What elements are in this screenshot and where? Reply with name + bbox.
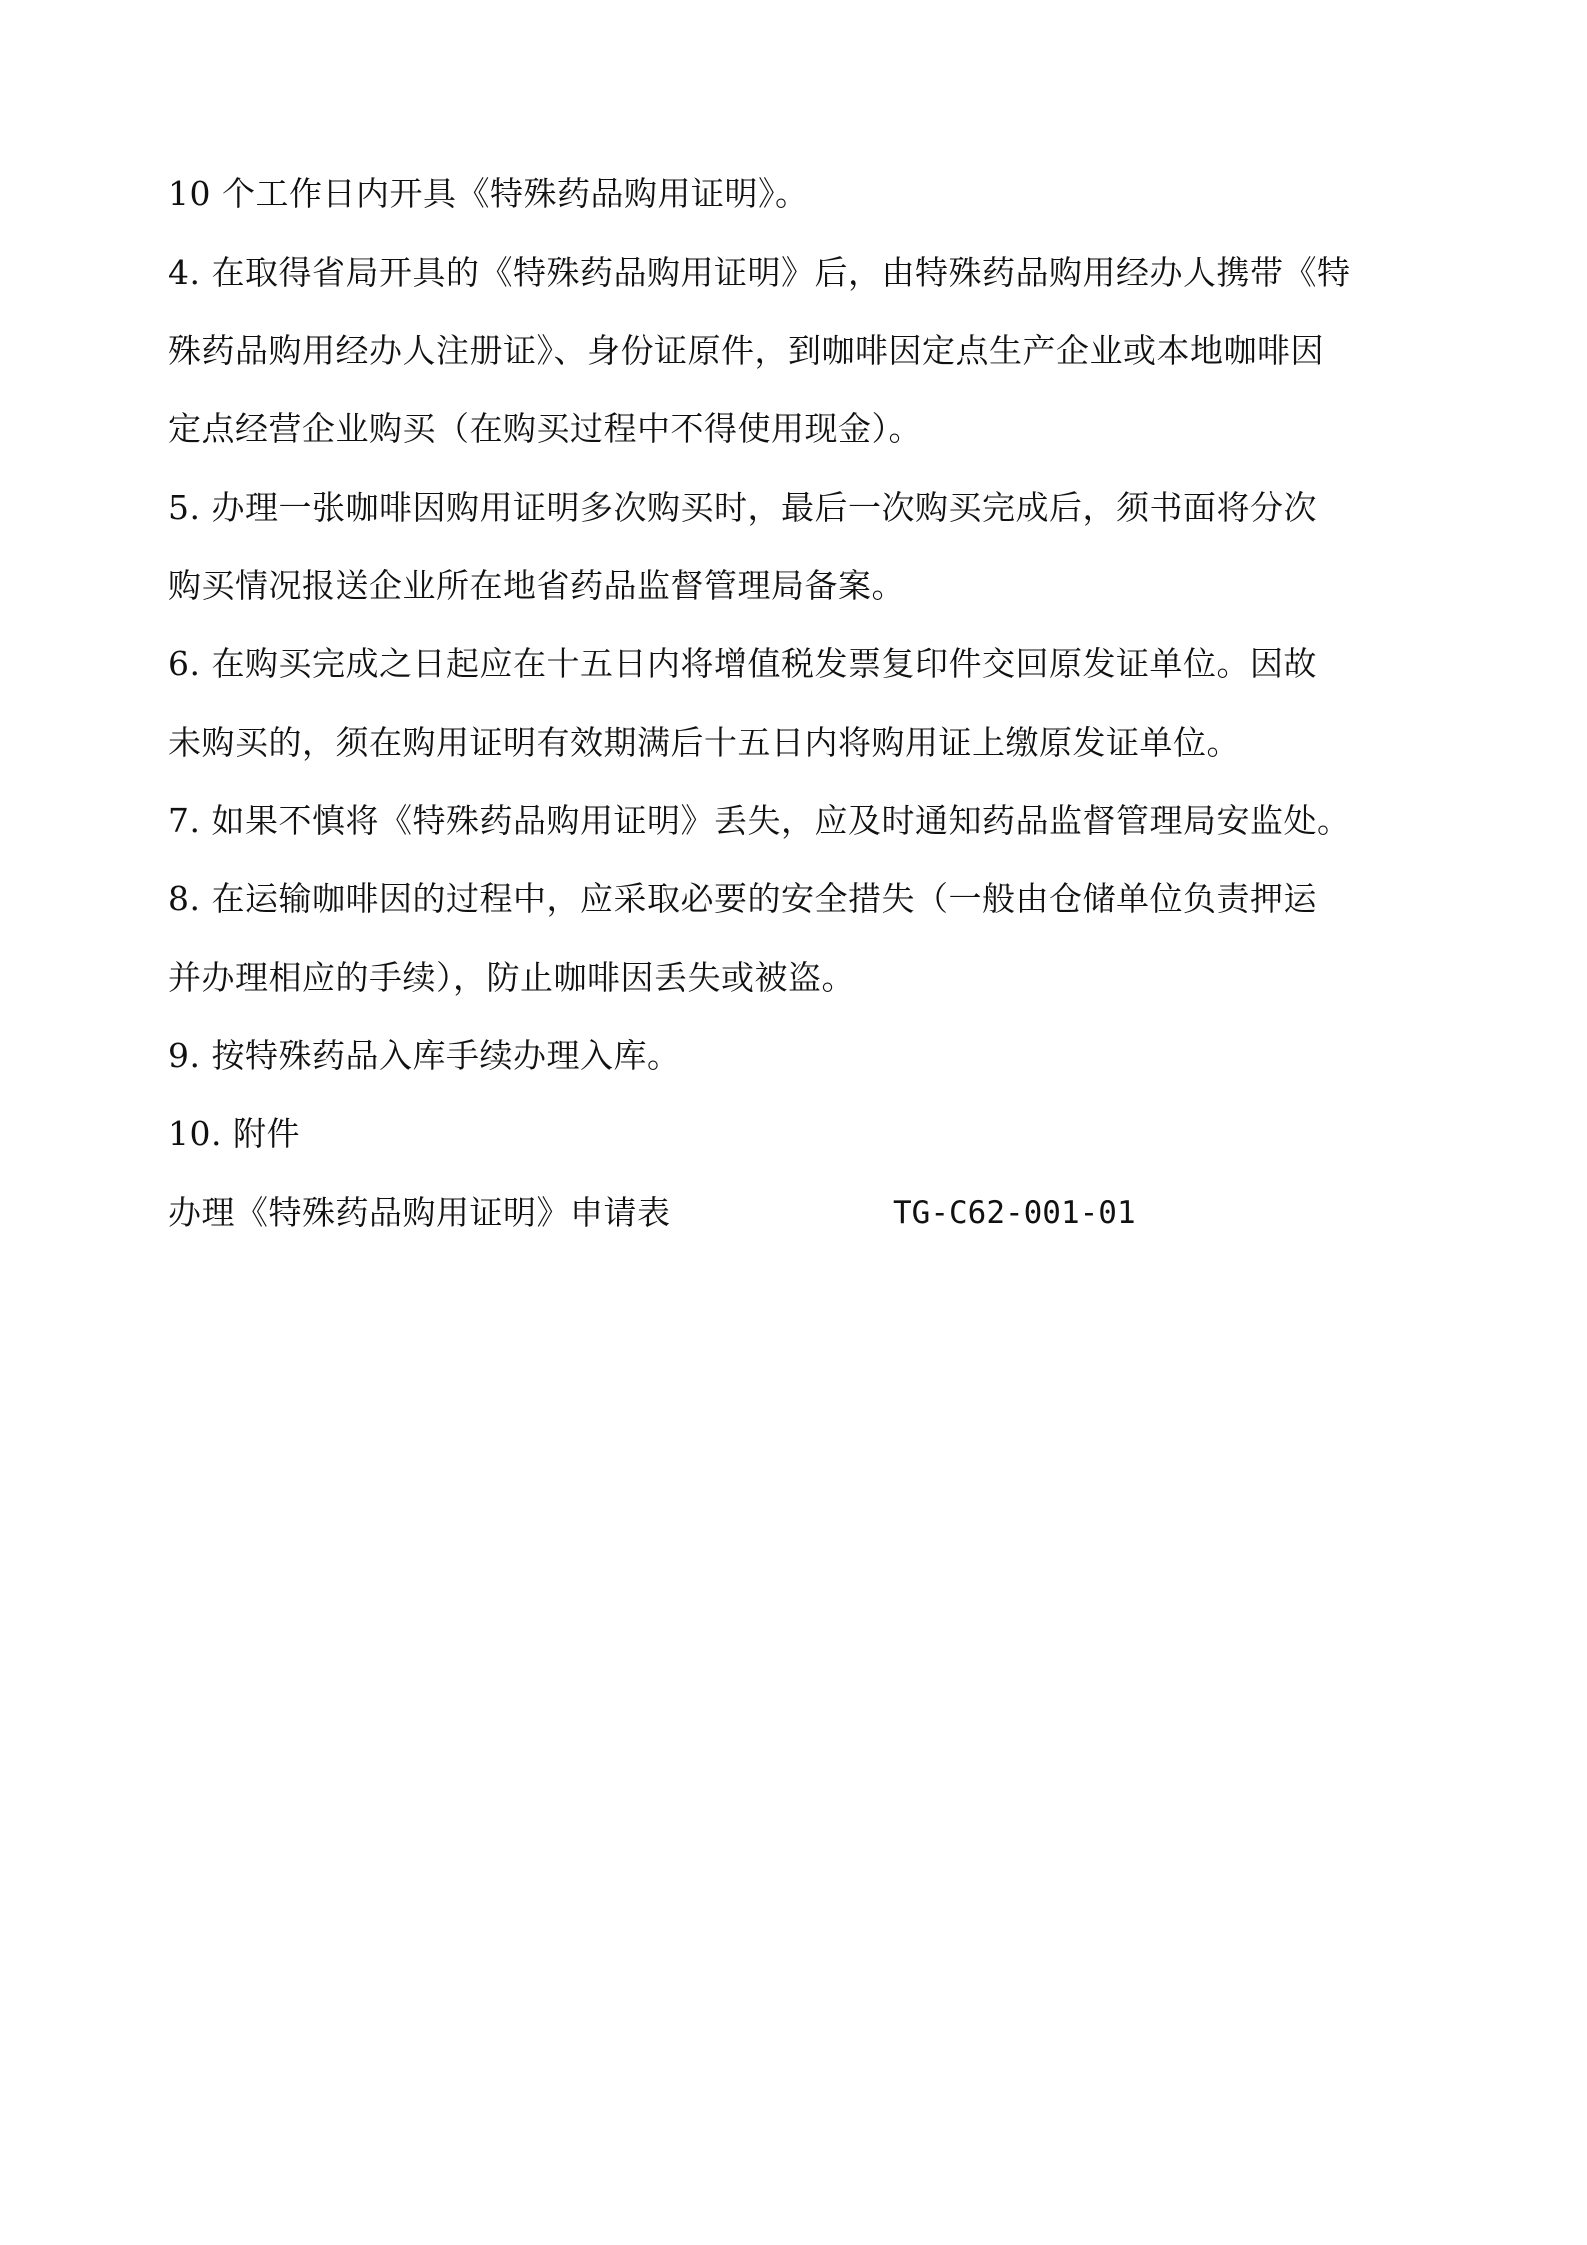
- text-line-3: 殊药品购用经办人注册证》、身份证原件，到咖啡因定点生产企业或本地咖啡因: [168, 331, 1324, 370]
- text-line-2: 4. 在取得省局开具的《特殊药品购用证明》后，由特殊药品购用经办人携带《特: [168, 253, 1351, 292]
- text-line-10: 8. 在运输咖啡因的过程中，应采取必要的安全措失（一般由仓储单位负责押运: [168, 879, 1317, 918]
- text-line-4: 定点经营企业购买（在购买过程中不得使用现金）。: [168, 409, 922, 448]
- text-line-9: 7. 如果不慎将《特殊药品购用证明》丢失，应及时通知药品监督管理局安监处。: [168, 801, 1351, 840]
- text-line-8: 未购买的，须在购用证明有效期满后十五日内将购用证上缴原发证单位。: [168, 723, 1240, 762]
- text-line-6: 购买情况报送企业所在地省药品监督管理局备案。: [168, 566, 905, 605]
- text-line-12: 9. 按特殊药品入库手续办理入库。: [168, 1036, 681, 1075]
- text-line-11: 并办理相应的手续），防止咖啡因丢失或被盗。: [168, 958, 855, 997]
- text-line-13: 10. 附件: [168, 1114, 300, 1153]
- text-line-5: 5. 办理一张咖啡因购用证明多次购买时，最后一次购买完成后，须书面将分次: [168, 488, 1317, 527]
- attachment-label: 办理《特殊药品购用证明》申请表: [168, 1193, 671, 1232]
- text-line-1: 10 个工作日内开具《特殊药品购用证明》。: [168, 174, 809, 213]
- attachment-code: TG-C62-001-01: [893, 1195, 1136, 1231]
- text-line-7: 6. 在购买完成之日起应在十五日内将增值税发票复印件交回原发证单位。因故: [168, 644, 1317, 683]
